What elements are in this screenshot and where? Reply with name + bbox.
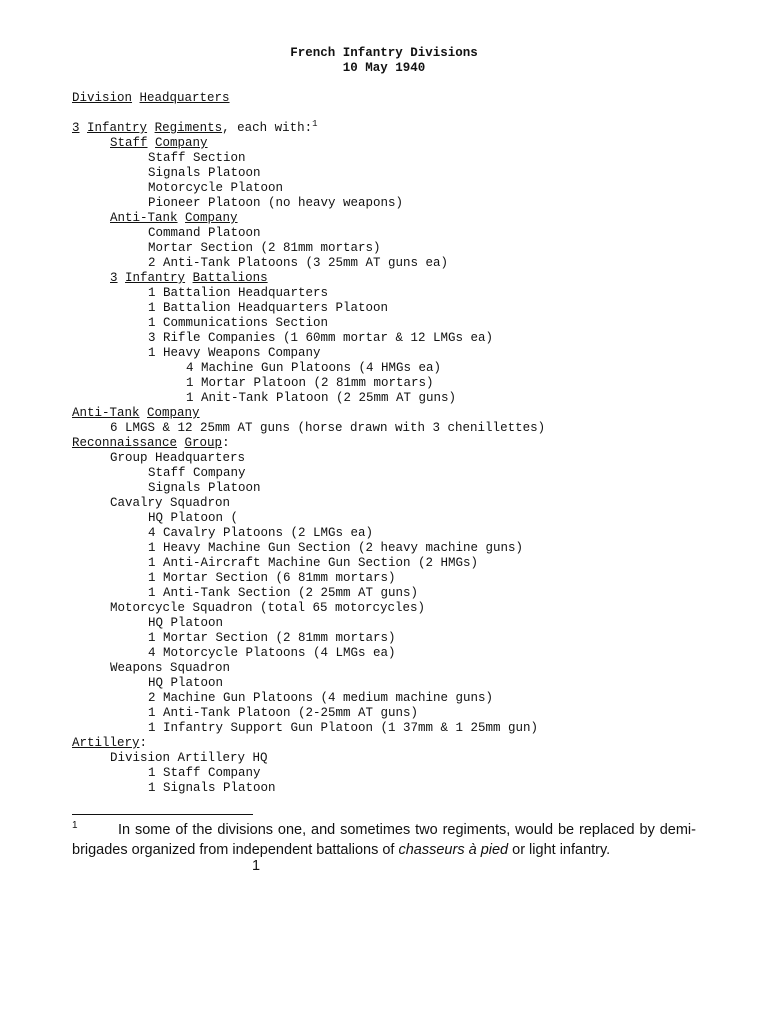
outline-line	[186, 361, 441, 376]
outline-line	[148, 166, 261, 181]
outline-line	[148, 721, 538, 736]
outline-line	[148, 526, 373, 541]
outline-line	[72, 91, 230, 106]
underlined-term: Group	[184, 436, 223, 450]
footnote-text-italic: chasseurs à pied	[398, 842, 509, 858]
outline-line	[148, 556, 478, 571]
outline-line	[110, 451, 245, 466]
line-text: 2 Machine Gun Platoons (4 medium machine guns)	[148, 691, 494, 705]
line-text	[118, 271, 126, 285]
line-text: Motorcycle Platoon	[148, 181, 284, 195]
line-text: :	[222, 436, 230, 450]
outline-line	[148, 286, 328, 301]
line-text: 1 Heavy Machine Gun Section (2 heavy machine guns)	[148, 541, 524, 555]
outline-line	[148, 256, 448, 271]
outline-line	[148, 241, 381, 256]
line-text: 4 Motorcycle Platoons (4 LMGs ea)	[148, 646, 396, 660]
line-text: 3 Rifle Companies (1 60mm mortar & 12 LMGs ea)	[148, 331, 494, 345]
line-text: 1 Anti-Tank Section (2 25mm AT guns)	[148, 586, 419, 600]
line-text: Mortar Section (2 81mm mortars)	[148, 241, 381, 255]
line-text: 4 Machine Gun Platoons (4 HMGs ea)	[186, 361, 442, 375]
line-text	[148, 136, 156, 150]
outline-line	[148, 631, 396, 646]
line-text: 1 Anit-Tank Platoon (2 25mm AT guns)	[186, 391, 457, 405]
line-text	[140, 406, 148, 420]
underlined-term: Reconnaissance	[72, 436, 178, 450]
outline-line	[148, 481, 261, 496]
line-text: 1 Signals Platoon	[148, 781, 276, 795]
underlined-term: Infantry	[125, 271, 186, 285]
underlined-term: Division	[72, 91, 133, 105]
outline-line	[148, 571, 396, 586]
footnote-text	[72, 820, 696, 860]
outline-line	[148, 346, 321, 361]
outline-line	[110, 136, 208, 151]
underlined-term: Company	[185, 211, 238, 225]
footnote-text-after: or light infantry.	[508, 842, 611, 858]
line-text: 1 Anti-Tank Platoon (2-25mm AT guns)	[148, 706, 419, 720]
document-date: 10 May 1940	[342, 61, 426, 75]
underlined-term: Battalions	[192, 271, 268, 285]
underlined-term: 3	[72, 121, 80, 135]
outline-line	[110, 751, 268, 766]
underlined-term: Artillery	[72, 736, 140, 750]
line-text: HQ Platoon	[148, 616, 224, 630]
line-text: Staff Company	[148, 466, 246, 480]
underlined-term: Anti-Tank	[110, 211, 178, 225]
outline-line	[148, 781, 276, 796]
outline-line	[110, 601, 425, 616]
line-text: Group Headquarters	[110, 451, 246, 465]
line-text: Cavalry Squadron	[110, 496, 231, 510]
footnote-separator	[72, 814, 253, 815]
line-text: Division Artillery HQ	[110, 751, 268, 765]
outline-line	[148, 586, 418, 601]
line-text: 1 Infantry Support Gun Platoon (1 37mm & 1 25mm gun)	[148, 721, 539, 735]
underlined-term: Regiments	[154, 121, 223, 135]
line-text: 2 Anti-Tank Platoons (3 25mm AT guns ea)	[148, 256, 449, 270]
outline-line	[110, 211, 238, 226]
outline-line	[110, 661, 230, 676]
line-text: 1 Staff Company	[148, 766, 261, 780]
line-text	[132, 91, 140, 105]
line-text: HQ Platoon (	[148, 511, 239, 525]
line-text: 1 Mortar Section (6 81mm mortars)	[148, 571, 396, 585]
footnote-text-before: In some of the divisions one, and sometimes two regiments, would be replaced by demi-brigades organized from independent battalions of	[72, 822, 696, 858]
outline-line	[148, 541, 523, 556]
underlined-term: Company	[147, 406, 200, 420]
line-text: , each with:	[222, 121, 313, 135]
outline-line	[72, 406, 200, 421]
outline-line	[148, 691, 493, 706]
outline-line	[110, 421, 545, 436]
underlined-term: 3	[110, 271, 118, 285]
line-text: 1 Heavy Weapons Company	[148, 346, 321, 360]
outline-line	[148, 301, 388, 316]
outline-line	[148, 181, 283, 196]
underlined-term: Headquarters	[139, 91, 230, 105]
outline-line	[148, 466, 246, 481]
outline-line	[186, 391, 456, 406]
line-text: 1 Mortar Section (2 81mm mortars)	[148, 631, 396, 645]
outline-line	[148, 676, 223, 691]
outline-line	[148, 646, 396, 661]
underlined-term: Anti-Tank	[72, 406, 140, 420]
outline-line	[148, 766, 261, 781]
underlined-term: Staff	[110, 136, 148, 150]
underlined-term: Infantry	[87, 121, 148, 135]
line-text: 6 LMGS & 12 25mm AT guns (horse drawn with 3 chenillettes)	[110, 421, 546, 435]
outline-line	[148, 151, 246, 166]
line-text	[147, 121, 155, 135]
line-text: 1 Battalion Headquarters	[148, 286, 329, 300]
outline-line	[148, 706, 418, 721]
line-text: Pioneer Platoon (no heavy weapons)	[148, 196, 404, 210]
outline-line	[148, 511, 238, 526]
footnote-mark: 1	[72, 820, 78, 831]
line-text: 1 Mortar Platoon (2 81mm mortars)	[186, 376, 434, 390]
line-text: :	[139, 736, 148, 750]
footnote-reference: 1	[312, 118, 318, 129]
outline-line	[186, 376, 434, 391]
outline-line	[148, 226, 261, 241]
line-text: 1 Anti-Aircraft Machine Gun Section (2 HMGs)	[148, 556, 479, 570]
line-text: Signals Platoon	[148, 166, 261, 180]
outline-line	[72, 436, 230, 451]
outline-line	[148, 331, 493, 346]
line-text	[185, 271, 193, 285]
page-number: 1	[251, 858, 261, 874]
line-text: Staff Section	[148, 151, 246, 165]
outline-line	[72, 736, 147, 751]
line-text: Signals Platoon	[148, 481, 261, 495]
line-text	[178, 211, 186, 225]
line-text: Weapons Squadron	[110, 661, 231, 675]
outline-line	[110, 271, 268, 286]
line-text	[80, 121, 88, 135]
outline-line	[148, 616, 223, 631]
outline-line	[148, 196, 403, 211]
line-text: Motorcycle Squadron (total 65 motorcycles)	[110, 601, 426, 615]
line-text: 1 Communications Section	[148, 316, 329, 330]
line-text: Command Platoon	[148, 226, 261, 240]
outline-line	[110, 496, 230, 511]
underlined-term: Company	[155, 136, 208, 150]
line-text: 4 Cavalry Platoons (2 LMGs ea)	[148, 526, 374, 540]
line-text: HQ Platoon	[148, 676, 224, 690]
outline-line	[148, 316, 328, 331]
outline-line	[72, 118, 318, 136]
line-text	[177, 436, 185, 450]
line-text: 1 Battalion Headquarters Platoon	[148, 301, 389, 315]
document-title: French Infantry Divisions	[290, 46, 478, 60]
